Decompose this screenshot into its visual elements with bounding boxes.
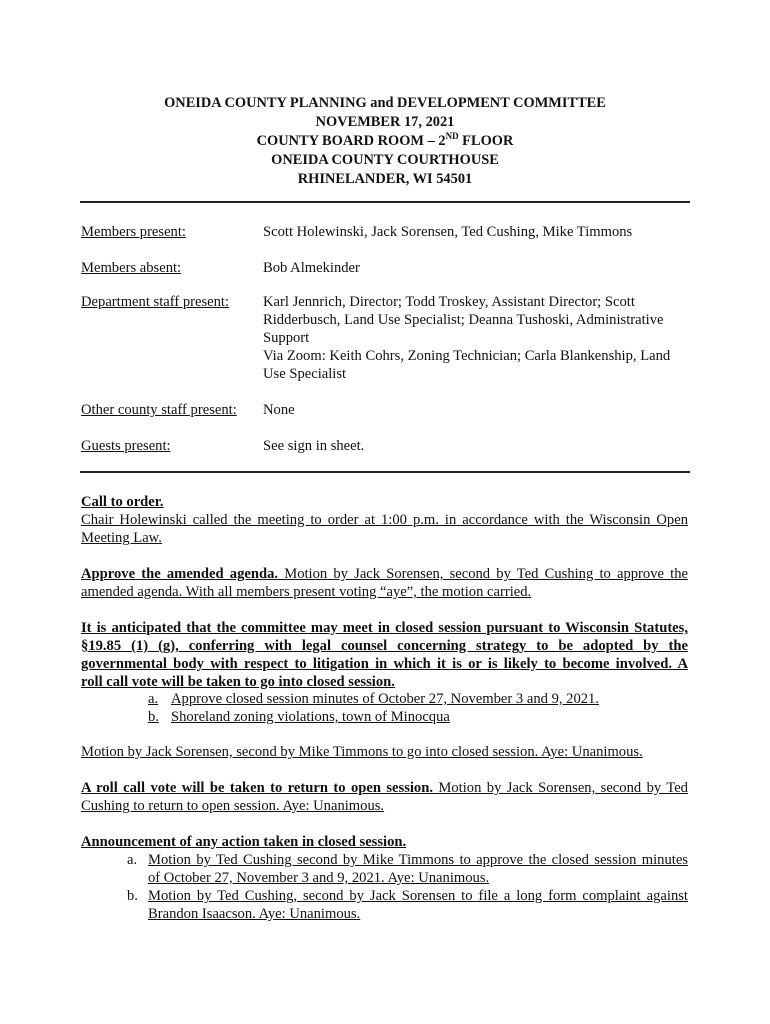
other-staff-label: Other county staff present: xyxy=(81,402,237,418)
announcement-heading: Announcement of any action taken in closed session. xyxy=(81,834,407,850)
closed-session-line: It is anticipated that the committee may meet in closed session pursuant to Wisconsin Statutes, xyxy=(81,620,688,636)
item-marker: b. xyxy=(148,709,159,725)
return-open-text: Motion by Jack Sorensen, second by Ted xyxy=(432,780,688,796)
other-staff-value: None xyxy=(263,402,295,418)
return-open-line xyxy=(81,779,688,797)
staff-present-label: Department staff present: xyxy=(81,294,230,310)
closed-session-line: §19.85 (1) (g), conferring with legal counsel concerning strategy to be adopted by the xyxy=(81,638,688,654)
return-open-section xyxy=(81,779,688,815)
item-text: Approve closed session minutes of October 27, November 3 and 9, 2021. xyxy=(171,691,600,707)
closed-session-line: roll call vote will be taken to go into closed session. xyxy=(81,674,395,690)
staff-line: Ridderbusch, Land Use Specialist; Deanna Tushoski, Administrative xyxy=(263,312,664,328)
agenda-section xyxy=(81,565,688,601)
item-text: Motion by Ted Cushing second by Mike Timmons to approve the closed session minutes xyxy=(148,852,688,868)
item-marker: a. xyxy=(148,691,159,707)
meeting-room: COUNTY BOARD ROOM – 2ND FLOOR xyxy=(256,131,514,149)
closed-session-notice xyxy=(81,619,688,691)
members-present-label: Members present: xyxy=(81,224,186,240)
staff-line: Via Zoom: Keith Cohrs, Zoning Technician; Carla Blankenship, Land xyxy=(263,348,671,364)
call-to-order-section xyxy=(81,493,688,547)
meeting-city: RHINELANDER, WI 54501 xyxy=(297,171,473,187)
return-open-text: Cushing to return to open session. Aye: Unanimous. xyxy=(81,798,385,814)
item-text: Motion by Ted Cushing, second by Jack Sorensen to file a long form complaint against xyxy=(148,888,688,904)
call-to-order-text: Chair Holewinski called the meeting to order at 1:00 p.m. in accordance with the Wisconsin Open xyxy=(81,512,688,528)
members-absent-value: Bob Almekinder xyxy=(263,260,360,276)
call-to-order-text: Meeting Law. xyxy=(81,530,162,546)
agenda-heading: Approve the amended agenda. xyxy=(81,566,279,582)
item-text: Shoreland zoning violations, town of Minocqua xyxy=(171,709,450,725)
agenda-text: amended agenda. With all members present voting “aye”, the motion carried. xyxy=(81,584,532,600)
closed-session-line: governmental body with respect to litigation in which it is or is likely to become involved. A xyxy=(81,656,688,672)
agenda-text: Motion by Jack Sorensen, second by Ted Cushing to approve the xyxy=(278,566,688,582)
members-present-value: Scott Holewinski, Jack Sorensen, Ted Cushing, Mike Timmons xyxy=(263,224,633,240)
agenda-line xyxy=(81,565,688,583)
attendance-divider xyxy=(80,471,690,473)
announcement-section xyxy=(81,833,688,851)
item-marker: a. xyxy=(127,852,138,868)
announcement-item xyxy=(127,851,688,887)
item-marker: b. xyxy=(127,888,138,904)
return-open-heading: A roll call vote will be taken to return to open session. xyxy=(81,780,433,796)
motion-closed-session: Motion by Jack Sorensen, second by Mike Timmons to go into closed session. Aye: Unanimous. xyxy=(81,744,643,760)
staff-present-value xyxy=(263,293,691,383)
guests-value: See sign in sheet. xyxy=(263,438,365,454)
item-text: of October 27, November 3 and 9, 2021. Aye: Unanimous. xyxy=(148,870,490,886)
call-to-order-heading: Call to order. xyxy=(81,494,164,510)
document-header xyxy=(0,94,770,189)
committee-title: ONEIDA COUNTY PLANNING and DEVELOPMENT COMMITTEE xyxy=(164,95,606,111)
header-divider xyxy=(80,201,690,203)
members-absent-label: Members absent: xyxy=(81,260,182,276)
staff-line: Karl Jennrich, Director; Todd Troskey, Assistant Director; Scott xyxy=(263,294,635,310)
staff-line: Use Specialist xyxy=(263,366,347,382)
announcement-item xyxy=(127,887,688,923)
guests-label: Guests present: xyxy=(81,438,171,454)
staff-line: Support xyxy=(263,330,310,346)
item-text: Brandon Isaacson. Aye: Unanimous. xyxy=(148,906,361,922)
meeting-date: NOVEMBER 17, 2021 xyxy=(315,114,455,130)
meeting-building: ONEIDA COUNTY COURTHOUSE xyxy=(271,152,499,168)
